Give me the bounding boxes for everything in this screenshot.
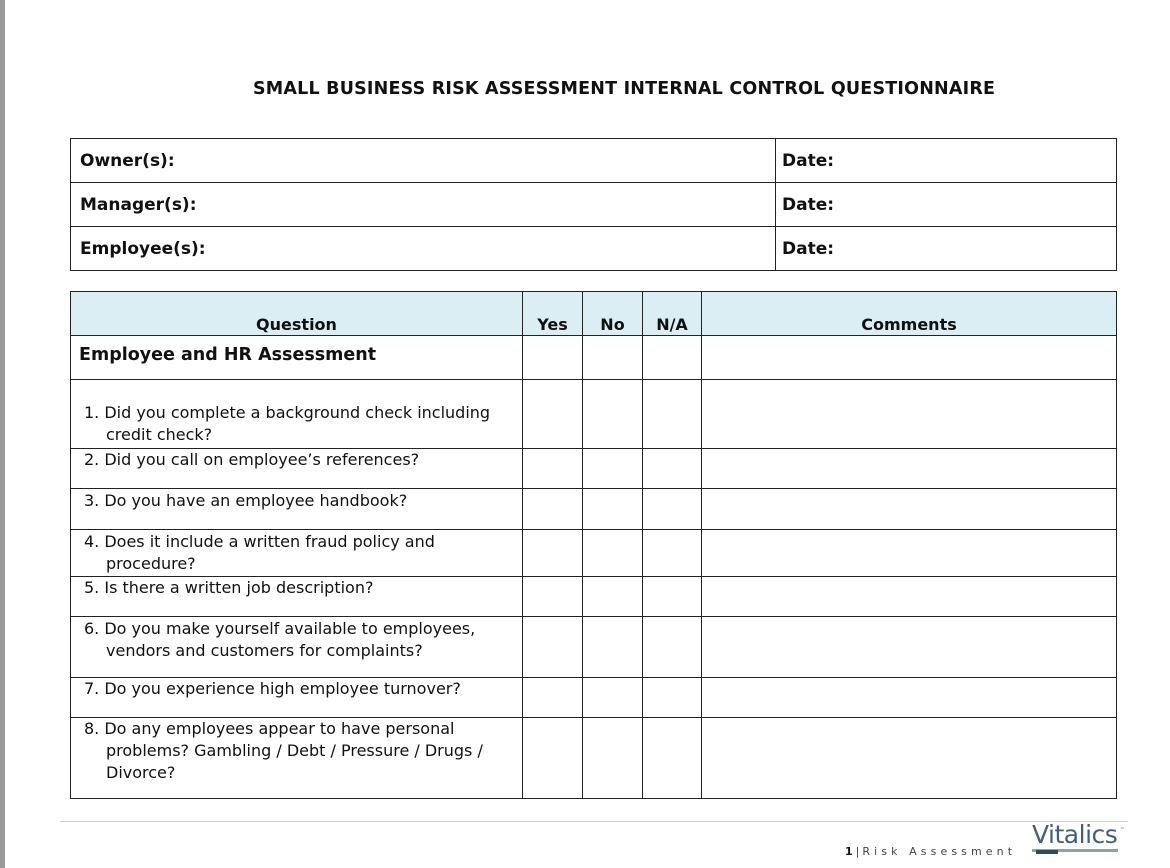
na-cell [643, 577, 702, 617]
question-text: 1. Did you complete a background check including credit check? [84, 403, 491, 444]
na-cell [643, 449, 702, 489]
na-cell [643, 380, 702, 449]
comments-cell [702, 489, 1117, 530]
question-row [71, 617, 1117, 678]
employee-label: Employee(s): [71, 227, 776, 271]
question-row [71, 678, 1117, 718]
section-row [71, 336, 1117, 380]
comments-cell [702, 449, 1117, 489]
question-row [71, 718, 1117, 799]
comments-cell [702, 530, 1117, 577]
question-text: 3. Do you have an employee handbook? [84, 491, 408, 510]
comments-cell [702, 336, 1117, 380]
document-title: SMALL BUSINESS RISK ASSESSMENT INTERNAL CONTROL QUESTIONNAIRE [253, 79, 996, 99]
question-row [71, 380, 1117, 449]
question-row [71, 449, 1117, 489]
manager-row [71, 183, 1117, 227]
owner-label: Owner(s): [71, 139, 776, 183]
employee-date-label: Date: [776, 227, 1117, 271]
section-title: Employee and HR Assessment [71, 336, 523, 380]
question-row [71, 489, 1117, 530]
manager-label: Manager(s): [71, 183, 776, 227]
comments-cell [702, 617, 1117, 678]
owner-date-label: Date: [776, 139, 1117, 183]
no-cell [583, 380, 643, 449]
na-cell [643, 678, 702, 718]
logo-accent-bar [1036, 850, 1058, 854]
na-cell [643, 489, 702, 530]
question-text: 4. Does it include a written fraud policy and procedure? [84, 532, 435, 573]
yes-cell [523, 617, 583, 678]
vitalics-logo [1032, 822, 1132, 856]
comments-cell [702, 718, 1117, 799]
na-cell [643, 336, 702, 380]
yes-column-header: Yes [523, 292, 583, 336]
question-row [71, 577, 1117, 617]
logo-trademark: ™ [1120, 827, 1125, 833]
header-row [71, 292, 1117, 336]
yes-cell [523, 489, 583, 530]
page-number: 1 [845, 845, 853, 858]
no-cell [583, 530, 643, 577]
employee-row [71, 227, 1117, 271]
owner-row [71, 139, 1117, 183]
page-edge-bar [0, 0, 5, 868]
page-footer [845, 845, 1016, 858]
no-cell [583, 678, 643, 718]
question-text: 5. Is there a written job description? [84, 578, 374, 597]
footer-label: Risk Assessment [862, 845, 1017, 858]
na-column-header: N/A [643, 292, 702, 336]
comments-cell [702, 577, 1117, 617]
no-cell [583, 336, 643, 380]
comments-cell [702, 678, 1117, 718]
question-text: 7. Do you experience high employee turnover? [84, 679, 461, 698]
signatory-table [70, 138, 1117, 271]
logo-wordmark: Vitalics [1032, 820, 1118, 849]
yes-cell [523, 449, 583, 489]
question-row [71, 530, 1117, 577]
yes-cell [523, 577, 583, 617]
comments-cell [702, 380, 1117, 449]
no-cell [583, 617, 643, 678]
footer-divider [60, 821, 1128, 822]
yes-cell [523, 380, 583, 449]
question-column-header: Question [71, 292, 523, 336]
footer-separator: | [855, 845, 860, 858]
no-cell [583, 489, 643, 530]
yes-cell [523, 718, 583, 799]
yes-cell [523, 530, 583, 577]
comments-column-header: Comments [702, 292, 1117, 336]
manager-date-label: Date: [776, 183, 1117, 227]
question-text: 2. Did you call on employee’s references? [84, 450, 420, 469]
yes-cell [523, 336, 583, 380]
no-cell [583, 718, 643, 799]
question-text: 6. Do you make yourself available to employees, vendors and customers for complaints? [84, 619, 476, 660]
na-cell [643, 530, 702, 577]
question-text: 8. Do any employees appear to have personal problems? Gambling / Debt / Pressure / Drugs / Divorce? [84, 719, 483, 782]
na-cell [643, 718, 702, 799]
no-cell [583, 577, 643, 617]
no-column-header: No [583, 292, 643, 336]
questionnaire-table [70, 291, 1117, 799]
yes-cell [523, 678, 583, 718]
na-cell [643, 617, 702, 678]
no-cell [583, 449, 643, 489]
